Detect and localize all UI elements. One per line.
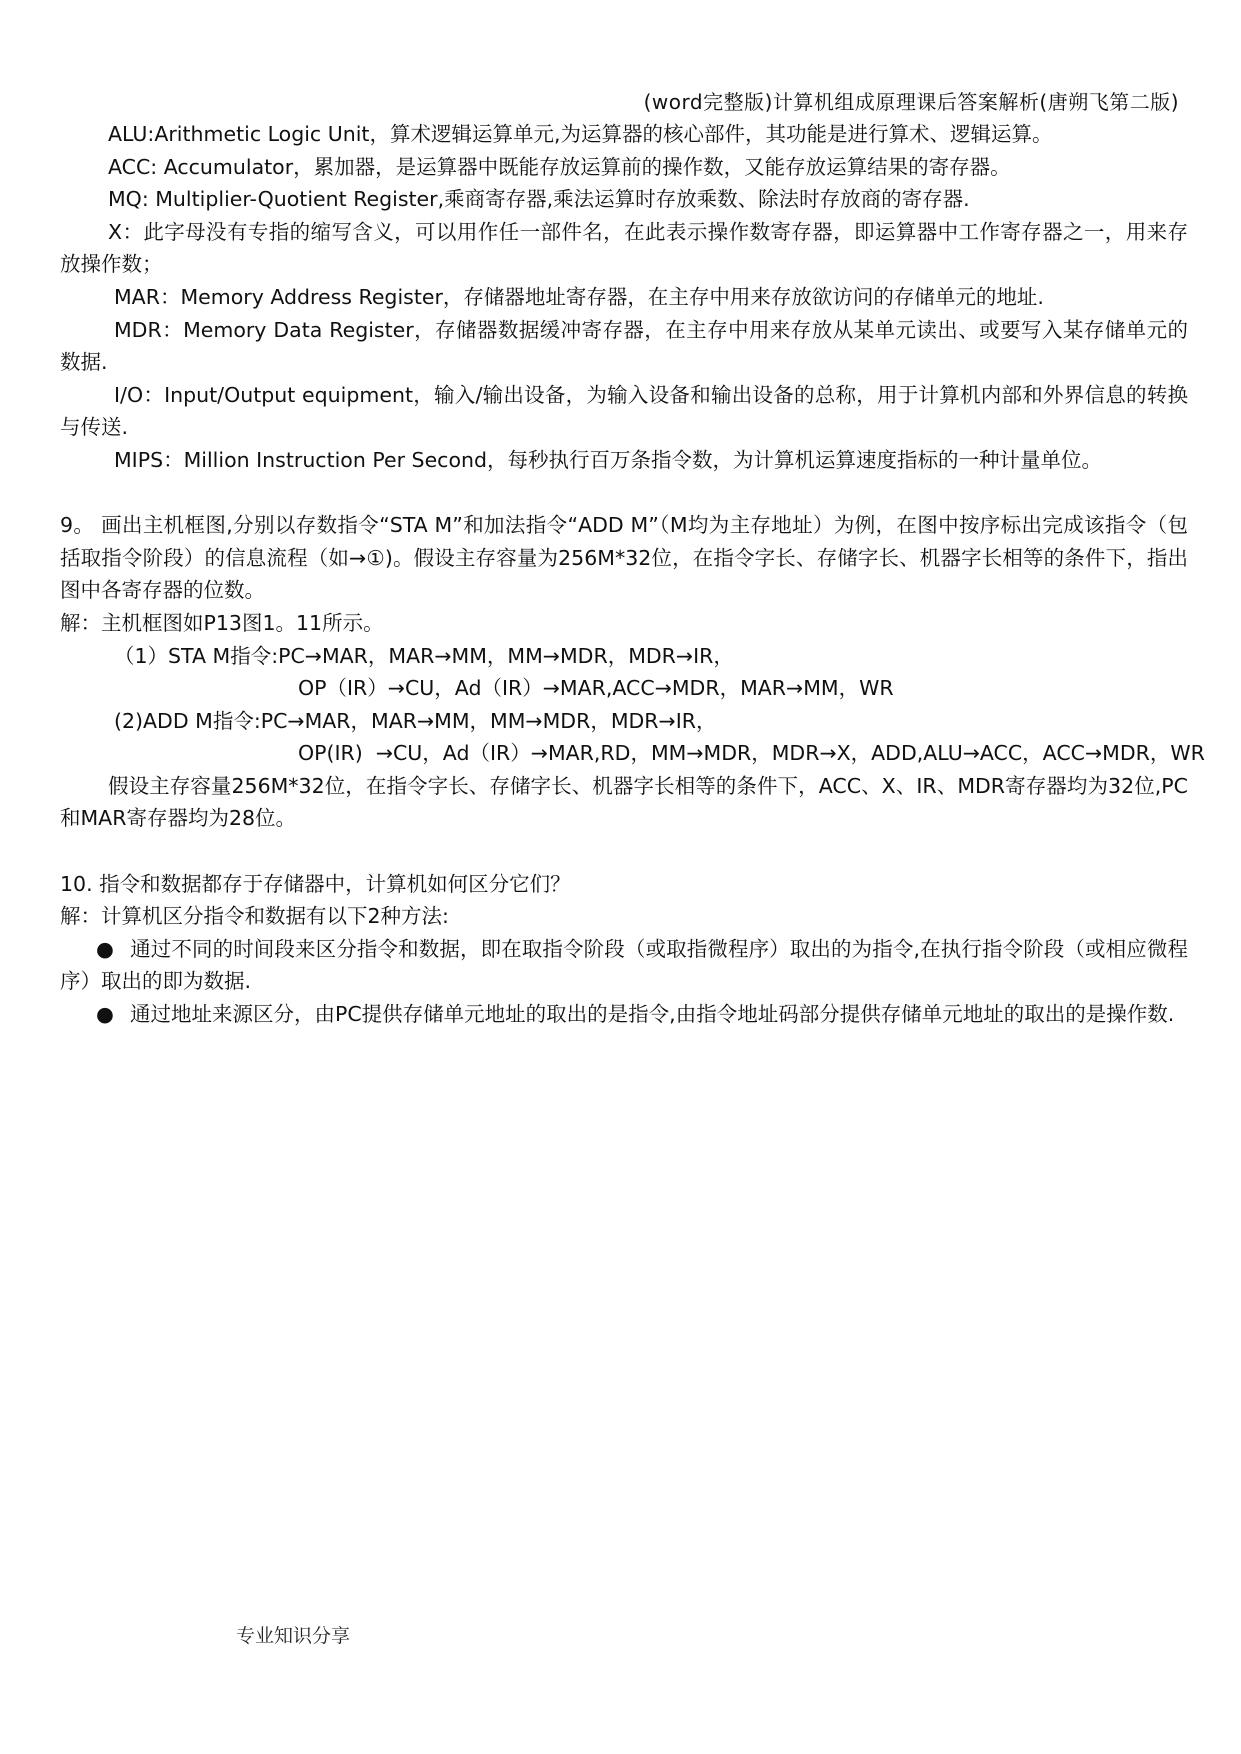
term-alu: ALU:Arithmetic Logic Unit，算术逻辑运算单元,为运算器的核心部件，其功能是进行算术、逻辑运算。	[108, 122, 1053, 146]
question-10: 10. 指令和数据都存于存储器中，计算机如何区分它们？	[60, 871, 571, 896]
sta-flow-line-1: （1）STA M指令:PC→MAR，MAR→MM，MM→MDR，MDR→IR，	[114, 643, 734, 668]
document-body	[60, 118, 1205, 1031]
answer-9-intro: 解：主机框图如P13图1。11所示。	[60, 610, 384, 635]
term-mdr: MDR：Memory Data Register，存储器数据缓冲寄存器，在主存中用来存放从某单元读出、或要写入某存储单元的数据.	[60, 317, 1188, 375]
term-mar: MAR：Memory Address Register，存储器地址寄存器，在主存中用来存放欲访问的存储单元的地址.	[114, 284, 1044, 309]
answer-10-intro: 解：计算机区分指令和数据有以下2种方法:	[60, 904, 449, 929]
answer-9-conclusion: 假设主存容量256M*32位，在指令字长、存储字长、机器字长相等的条件下，ACC、X、IR、MDR寄存器均为32位,PC和MAR寄存器均为28位。	[60, 773, 1188, 831]
page-footer: 专业知识分享	[236, 1625, 351, 1647]
document-header: (word完整版)计算机组成原理课后答案解析(唐朔飞第二版)	[643, 90, 1179, 114]
term-x: X：此字母没有专指的缩写含义，可以用作任一部件名，在此表示操作数寄存器，即运算器中工作寄存器之一，用来存放操作数；	[60, 219, 1188, 277]
spacer	[60, 835, 1188, 868]
answer-10-bullet-2	[60, 998, 1188, 1031]
add-flow-line-1: (2)ADD M指令:PC→MAR，MAR→MM，MM→MDR，MDR→IR，	[114, 708, 717, 733]
term-acc: ACC: Accumulator，累加器，是运算器中既能存放运算前的操作数，又能存放运算结果的寄存器。	[108, 154, 1011, 179]
sta-flow-line-2: OP（IR）→CU，Ad（IR）→MAR,ACC→MDR，MAR→MM，WR	[298, 676, 894, 701]
term-mips: MIPS：Million Instruction Per Second，每秒执行百万条指令数，为计算机运算速度指标的一种计量单位。	[114, 447, 1102, 472]
add-flow-line-2: OP(IR) →CU，Ad（IR）→MAR,RD，MM→MDR，MDR→X，ADD,ALU→ACC，ACC→MDR，WR	[298, 741, 1205, 766]
bullet-icon: ●	[96, 1002, 114, 1027]
term-io: I/O：Input/Output equipment，输入/输出设备，为输入设备和输出设备的总称，用于计算机内部和外界信息的转换与传送.	[60, 382, 1188, 440]
spacer	[60, 477, 1188, 510]
bullet-icon: ●	[96, 936, 114, 961]
term-mq: MQ: Multiplier-Quotient Register,乘商寄存器,乘法运算时存放乘数、除法时存放商的寄存器.	[108, 187, 970, 212]
bullet-text: 通过地址来源区分，由PC提供存储单元地址的取出的是指令,由指令地址码部分提供存储单元地址的取出的是操作数.	[130, 1002, 1175, 1027]
bullet-text: 通过不同的时间段来区分指令和数据，即在取指令阶段（或取指微程序）取出的为指令,在执行指令阶段（或相应微程序）取出的即为数据.	[60, 936, 1188, 994]
answer-10-bullet-1	[60, 933, 1188, 998]
question-9: 9。 画出主机框图,分别以存数指令“STA M”和加法指令“ADD M”（M均为主存地址）为例，在图中按序标出完成该指令（包括取指令阶段）的信息流程（如→①)。假设主存容量为256M*32位，在指令字长、存储字长、机器字长相等的条件下，指出图中各寄存器的位数。	[60, 513, 1188, 603]
